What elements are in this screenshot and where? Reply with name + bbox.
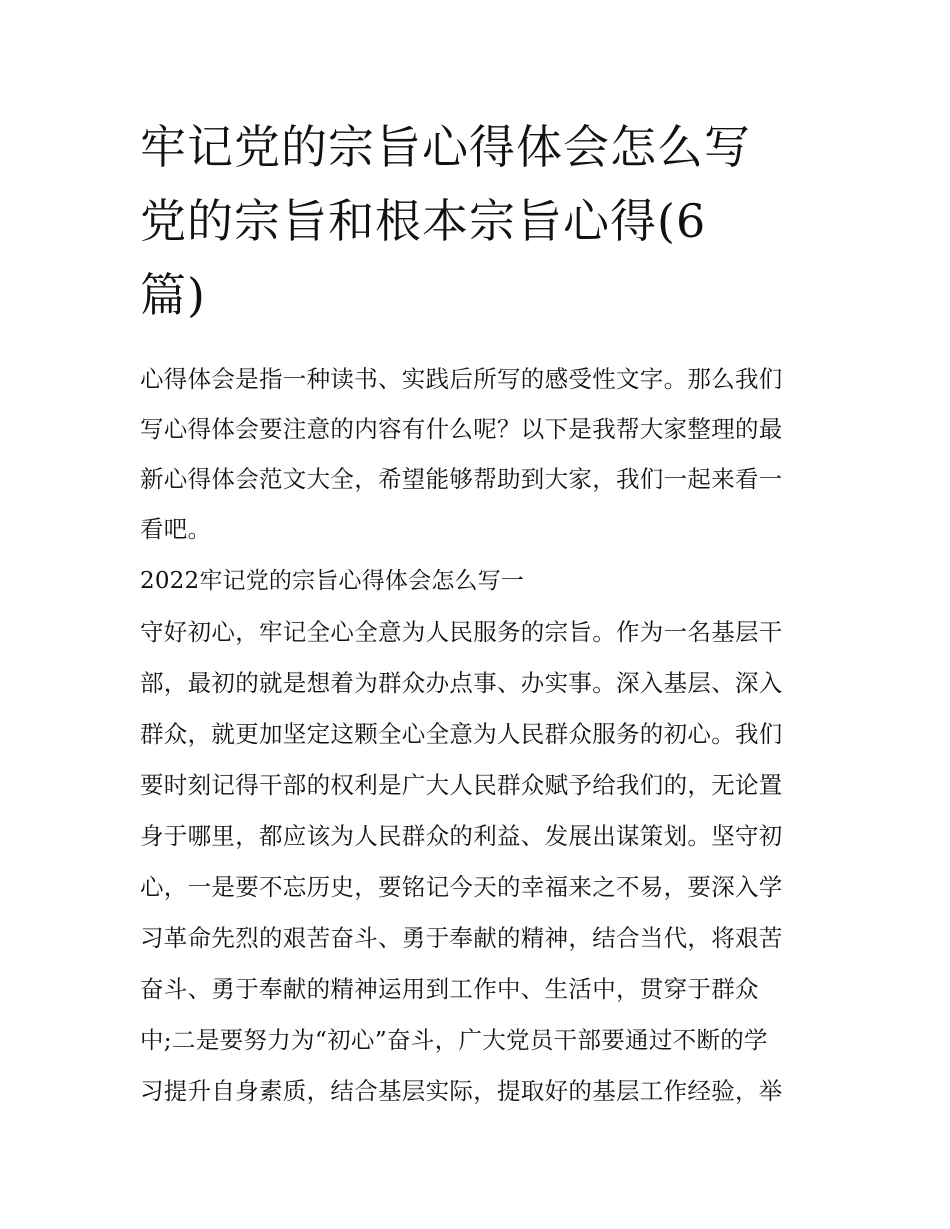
intro-line: 写心得体会要注意的内容有什么呢？以下是我帮大家整理的最 (140, 415, 783, 443)
body-line: 习提升自身素质，结合基层实际，提取好的基层工作经验，举 (140, 1077, 783, 1105)
body-line: 群众，就更加坚定这颗全心全意为人民群众服务的初心。我们 (140, 720, 783, 748)
body-line: 部，最初的就是想着为群众办点事、办实事。深入基层、深入 (140, 669, 783, 697)
body-line: 中;二是要努力为“初心”奋斗，广大党员干部要通过不断的学 (140, 1026, 768, 1054)
intro-line: 心得体会是指一种读书、实践后所写的感受性文字。那么我们 (140, 365, 783, 393)
title-line: 党的宗旨和根本宗旨心得(6 (140, 194, 707, 248)
title-line: 牢记党的宗旨心得体会怎么写 (140, 120, 751, 174)
body-line: 心，一是要不忘历史，要铭记今天的幸福来之不易，要深入学 (140, 873, 783, 901)
title-line: 篇) (140, 268, 206, 322)
intro-line: 看吧。 (140, 515, 212, 543)
intro-line: 新心得体会范文大全，希望能够帮助到大家，我们一起来看一 (140, 465, 783, 493)
body-line: 身于哪里，都应该为人民群众的利益、发展出谋策划。坚守初 (140, 822, 783, 850)
section-heading: 2022牢记党的宗旨心得体会怎么写一 (140, 568, 525, 594)
document-title (140, 110, 800, 332)
body-line: 习革命先烈的艰苦奋斗、勇于奉献的精神，结合当代，将艰苦 (140, 924, 783, 952)
body-line: 守好初心，牢记全心全意为人民服务的宗旨。作为一名基层干 (140, 618, 783, 646)
body-line: 奋斗、勇于奉献的精神运用到工作中、生活中，贯穿于群众 (140, 975, 759, 1003)
body-line: 要时刻记得干部的权利是广大人民群众赋予给我们的，无论置 (140, 771, 783, 799)
